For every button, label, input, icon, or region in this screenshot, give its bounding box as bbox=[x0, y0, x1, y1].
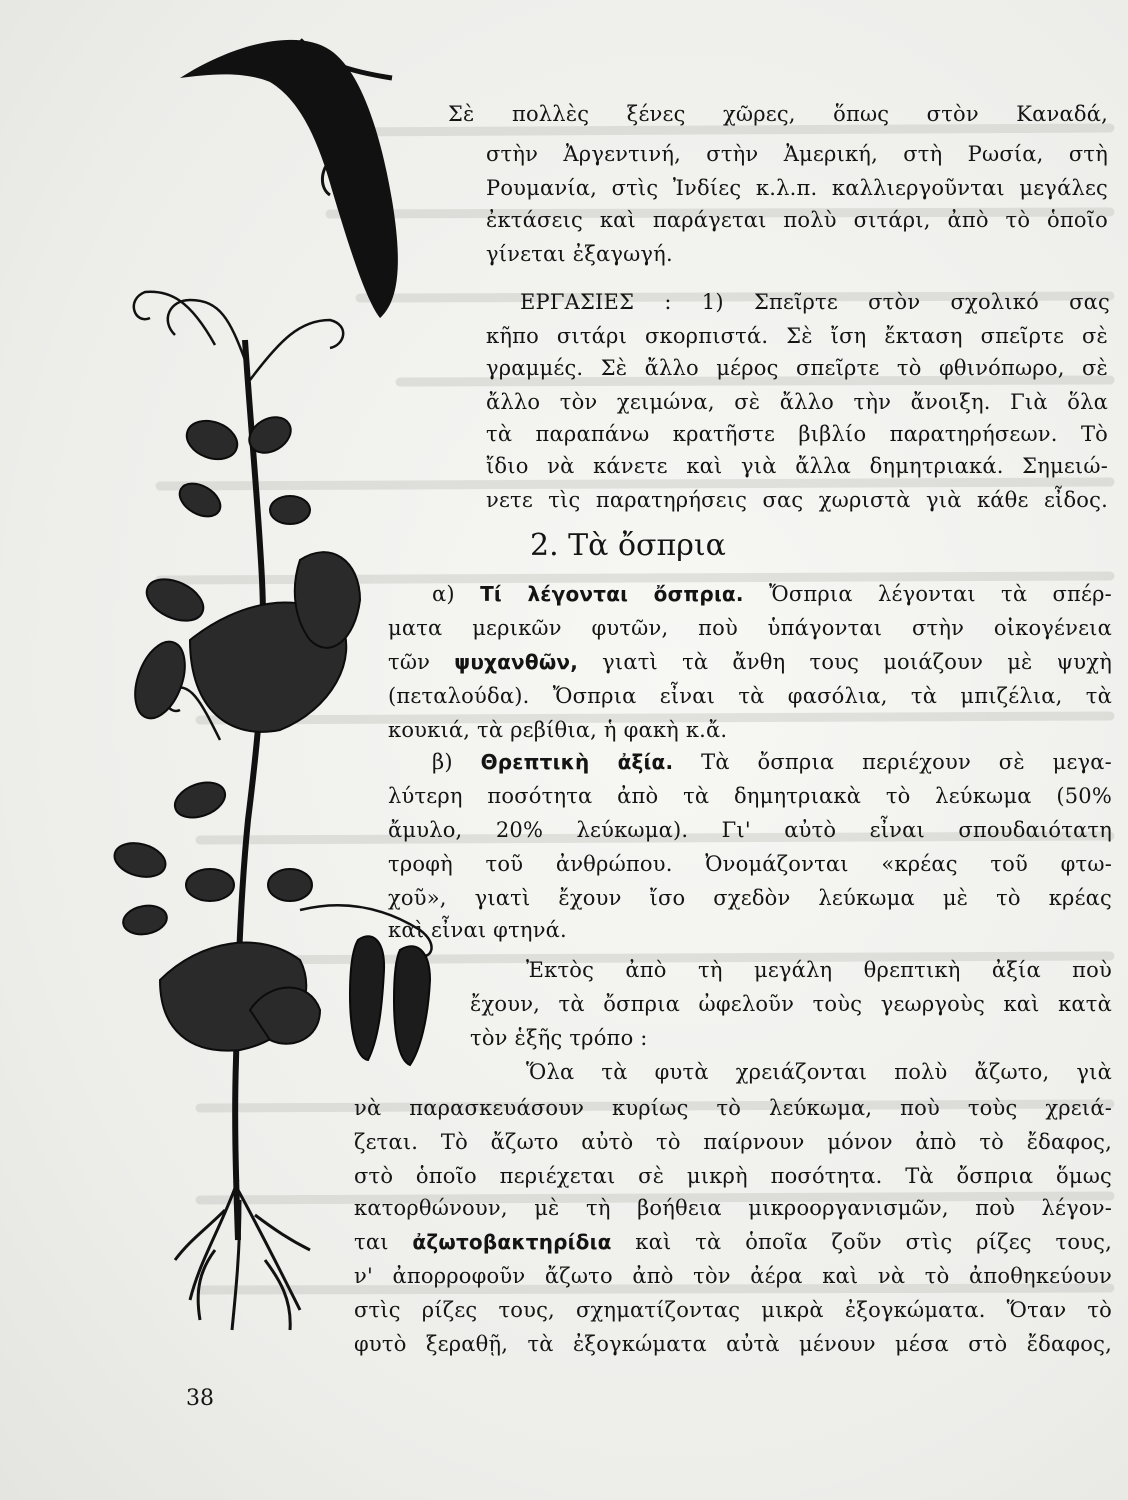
exercises-heading-line: ΕΡΓΑΣΙΕΣ : 1) Σπεῖρτε στὸν σχολικό σας bbox=[520, 290, 1110, 314]
bold-term: ψυχανθῶν, bbox=[454, 650, 579, 674]
para-ola-line-6 bbox=[354, 1228, 1112, 1256]
text-line: ἴδιο νὰ κάνετε καὶ γιὰ ἄλλα δημητριακά. Σημειώ- bbox=[486, 454, 1108, 478]
text-line: χοῦ», γιατὶ ἔχουν ἴσο σχεδὸν λεύκωμα μὲ τὸ κρέας bbox=[388, 886, 1112, 910]
text-line: ἐκτάσεις καὶ παράγεται πολὺ σιτάρι, ἀπὸ τὸ ὁποῖο bbox=[486, 208, 1108, 232]
part-a-line-1 bbox=[432, 580, 1112, 608]
text-segment: τῶν bbox=[388, 650, 431, 674]
text-line: ζεται. Τὸ ἄζωτο αὐτὸ τὸ παίρνουν μόνον ἀπὸ τὸ ἔδαφος, bbox=[354, 1130, 1112, 1154]
text-line: νὰ παρασκευάσουν κυρίως τὸ λεύκωμα, ποὺ τοὺς χρειά- bbox=[354, 1096, 1112, 1120]
text-segment: ται bbox=[354, 1230, 389, 1254]
text-line: ἔχουν, τὰ ὄσπρια ὠφελοῦν τοὺς γεωργοὺς καὶ κατὰ bbox=[470, 992, 1112, 1016]
text-line: ματα μερικῶν φυτῶν, ποὺ ὑπάγονται στὴν οἰκογένεια bbox=[388, 616, 1112, 640]
text-line: στὶς ρίζες τους, σχηματίζοντας μικρὰ ἐξογκώματα. Ὅταν τὸ bbox=[354, 1298, 1112, 1322]
text-line: κατορθώνουν, μὲ τὴ βοήθεια μικροοργανισμῶν, ποὺ λέγον- bbox=[354, 1196, 1112, 1220]
part-b-line-1 bbox=[432, 748, 1112, 776]
text-line: Ὅλα τὰ φυτὰ χρειάζονται πολὺ ἄζωτο, γιὰ bbox=[526, 1060, 1112, 1084]
part-b-label: β) bbox=[432, 750, 453, 774]
part-b-bold-title: Θρεπτικὴ ἀξία. bbox=[480, 750, 674, 774]
part-a-text: Ὄσπρια λέγονται τὰ σπέρ- bbox=[768, 582, 1112, 606]
text-line: κουκιά, τὰ ρεβίθια, ἡ φακὴ κ.ἄ. bbox=[388, 718, 728, 742]
text-line: ν' ἀπορροφοῦν ἄζωτο ἀπὸ τὸν ἀέρα καὶ νὰ τὸ ἀποθηκεύουν bbox=[354, 1264, 1112, 1288]
text-line: (πεταλούδα). Ὄσπρια εἶναι τὰ φασόλια, τὰ μπιζέλια, τὰ bbox=[388, 684, 1112, 708]
text-line: Ἐκτὸς ἀπὸ τὴ μεγάλη θρεπτικὴ ἀξία ποὺ bbox=[526, 958, 1112, 982]
bold-term: ἀζωτοβακτηρίδια bbox=[412, 1230, 612, 1254]
section-title: 2. Τὰ ὄσπρια bbox=[530, 528, 726, 563]
text-line: φυτὸ ξεραθῇ, τὰ ἐξογκώματα αὐτὰ μένουν μέσα στὸ ἔδαφος, bbox=[354, 1332, 1112, 1356]
text-line: νετε τὶς παρατηρήσεις σας χωριστὰ γιὰ κάθε εἶδος. bbox=[486, 488, 1108, 512]
text-segment: καὶ τὰ ὁποῖα ζοῦν στὶς ρίζες τους, bbox=[635, 1230, 1112, 1254]
text-line: στὸ ὁποῖο περιέχεται σὲ μικρὴ ποσότητα. Τὰ ὄσπρια ὅμως bbox=[354, 1164, 1112, 1188]
text-line: στὴν Ἀργεντινή, στὴν Ἀμερική, στὴ Ρωσία, στὴ bbox=[486, 142, 1108, 166]
text-line: κῆπο σιτάρι σκορπιστά. Σὲ ἴση ἔκταση σπεῖρτε σὲ bbox=[486, 324, 1108, 348]
part-a-line-3 bbox=[388, 648, 1112, 676]
text-line: ἄμυλο, 20% λεύκωμα). Γι' αὐτὸ εἶναι σπουδαιότατη bbox=[388, 818, 1112, 842]
text-line: γίνεται ἐξαγωγή. bbox=[486, 242, 673, 266]
text-line: τὰ παραπάνω κρατῆστε βιβλίο παρατηρήσεων. Τὸ bbox=[486, 422, 1108, 446]
page-number: 38 bbox=[186, 1386, 214, 1411]
text-line: τὸν ἑξῆς τρόπο : bbox=[470, 1026, 648, 1050]
text-line: λύτερη ποσότητα ἀπὸ τὰ δημητριακὰ τὸ λεύκωμα (50% bbox=[388, 784, 1112, 808]
part-a-bold-title: Τί λέγονται ὄσπρια. bbox=[480, 582, 744, 606]
part-b-text: Τὰ ὄσπρια περιέχουν σὲ μεγα- bbox=[701, 750, 1112, 774]
part-a-label: α) bbox=[432, 582, 455, 606]
text-line: καὶ εἶναι φτηνά. bbox=[388, 918, 567, 942]
text-line: Σὲ πολλὲς ξένες χῶρες, ὅπως στὸν Καναδά, bbox=[448, 102, 1108, 126]
text-line: ἄλλο τὸν χειμώνα, σὲ ἄλλο τὴν ἄνοιξη. Γιὰ ὅλα bbox=[486, 390, 1108, 414]
text-segment: γιατὶ τὰ ἄνθη τους μοιάζουν μὲ ψυχὴ bbox=[602, 650, 1112, 674]
text-line: Ρουμανία, στὶς Ἰνδίες κ.λ.π. καλλιεργοῦνται μεγάλες bbox=[486, 176, 1108, 200]
text-line: γραμμές. Σὲ ἄλλο μέρος σπεῖρτε τὸ φθινόπωρο, σὲ bbox=[486, 356, 1108, 380]
text-line: τροφὴ τοῦ ἀνθρώπου. Ὀνομάζονται «κρέας τοῦ φτω- bbox=[388, 852, 1112, 876]
